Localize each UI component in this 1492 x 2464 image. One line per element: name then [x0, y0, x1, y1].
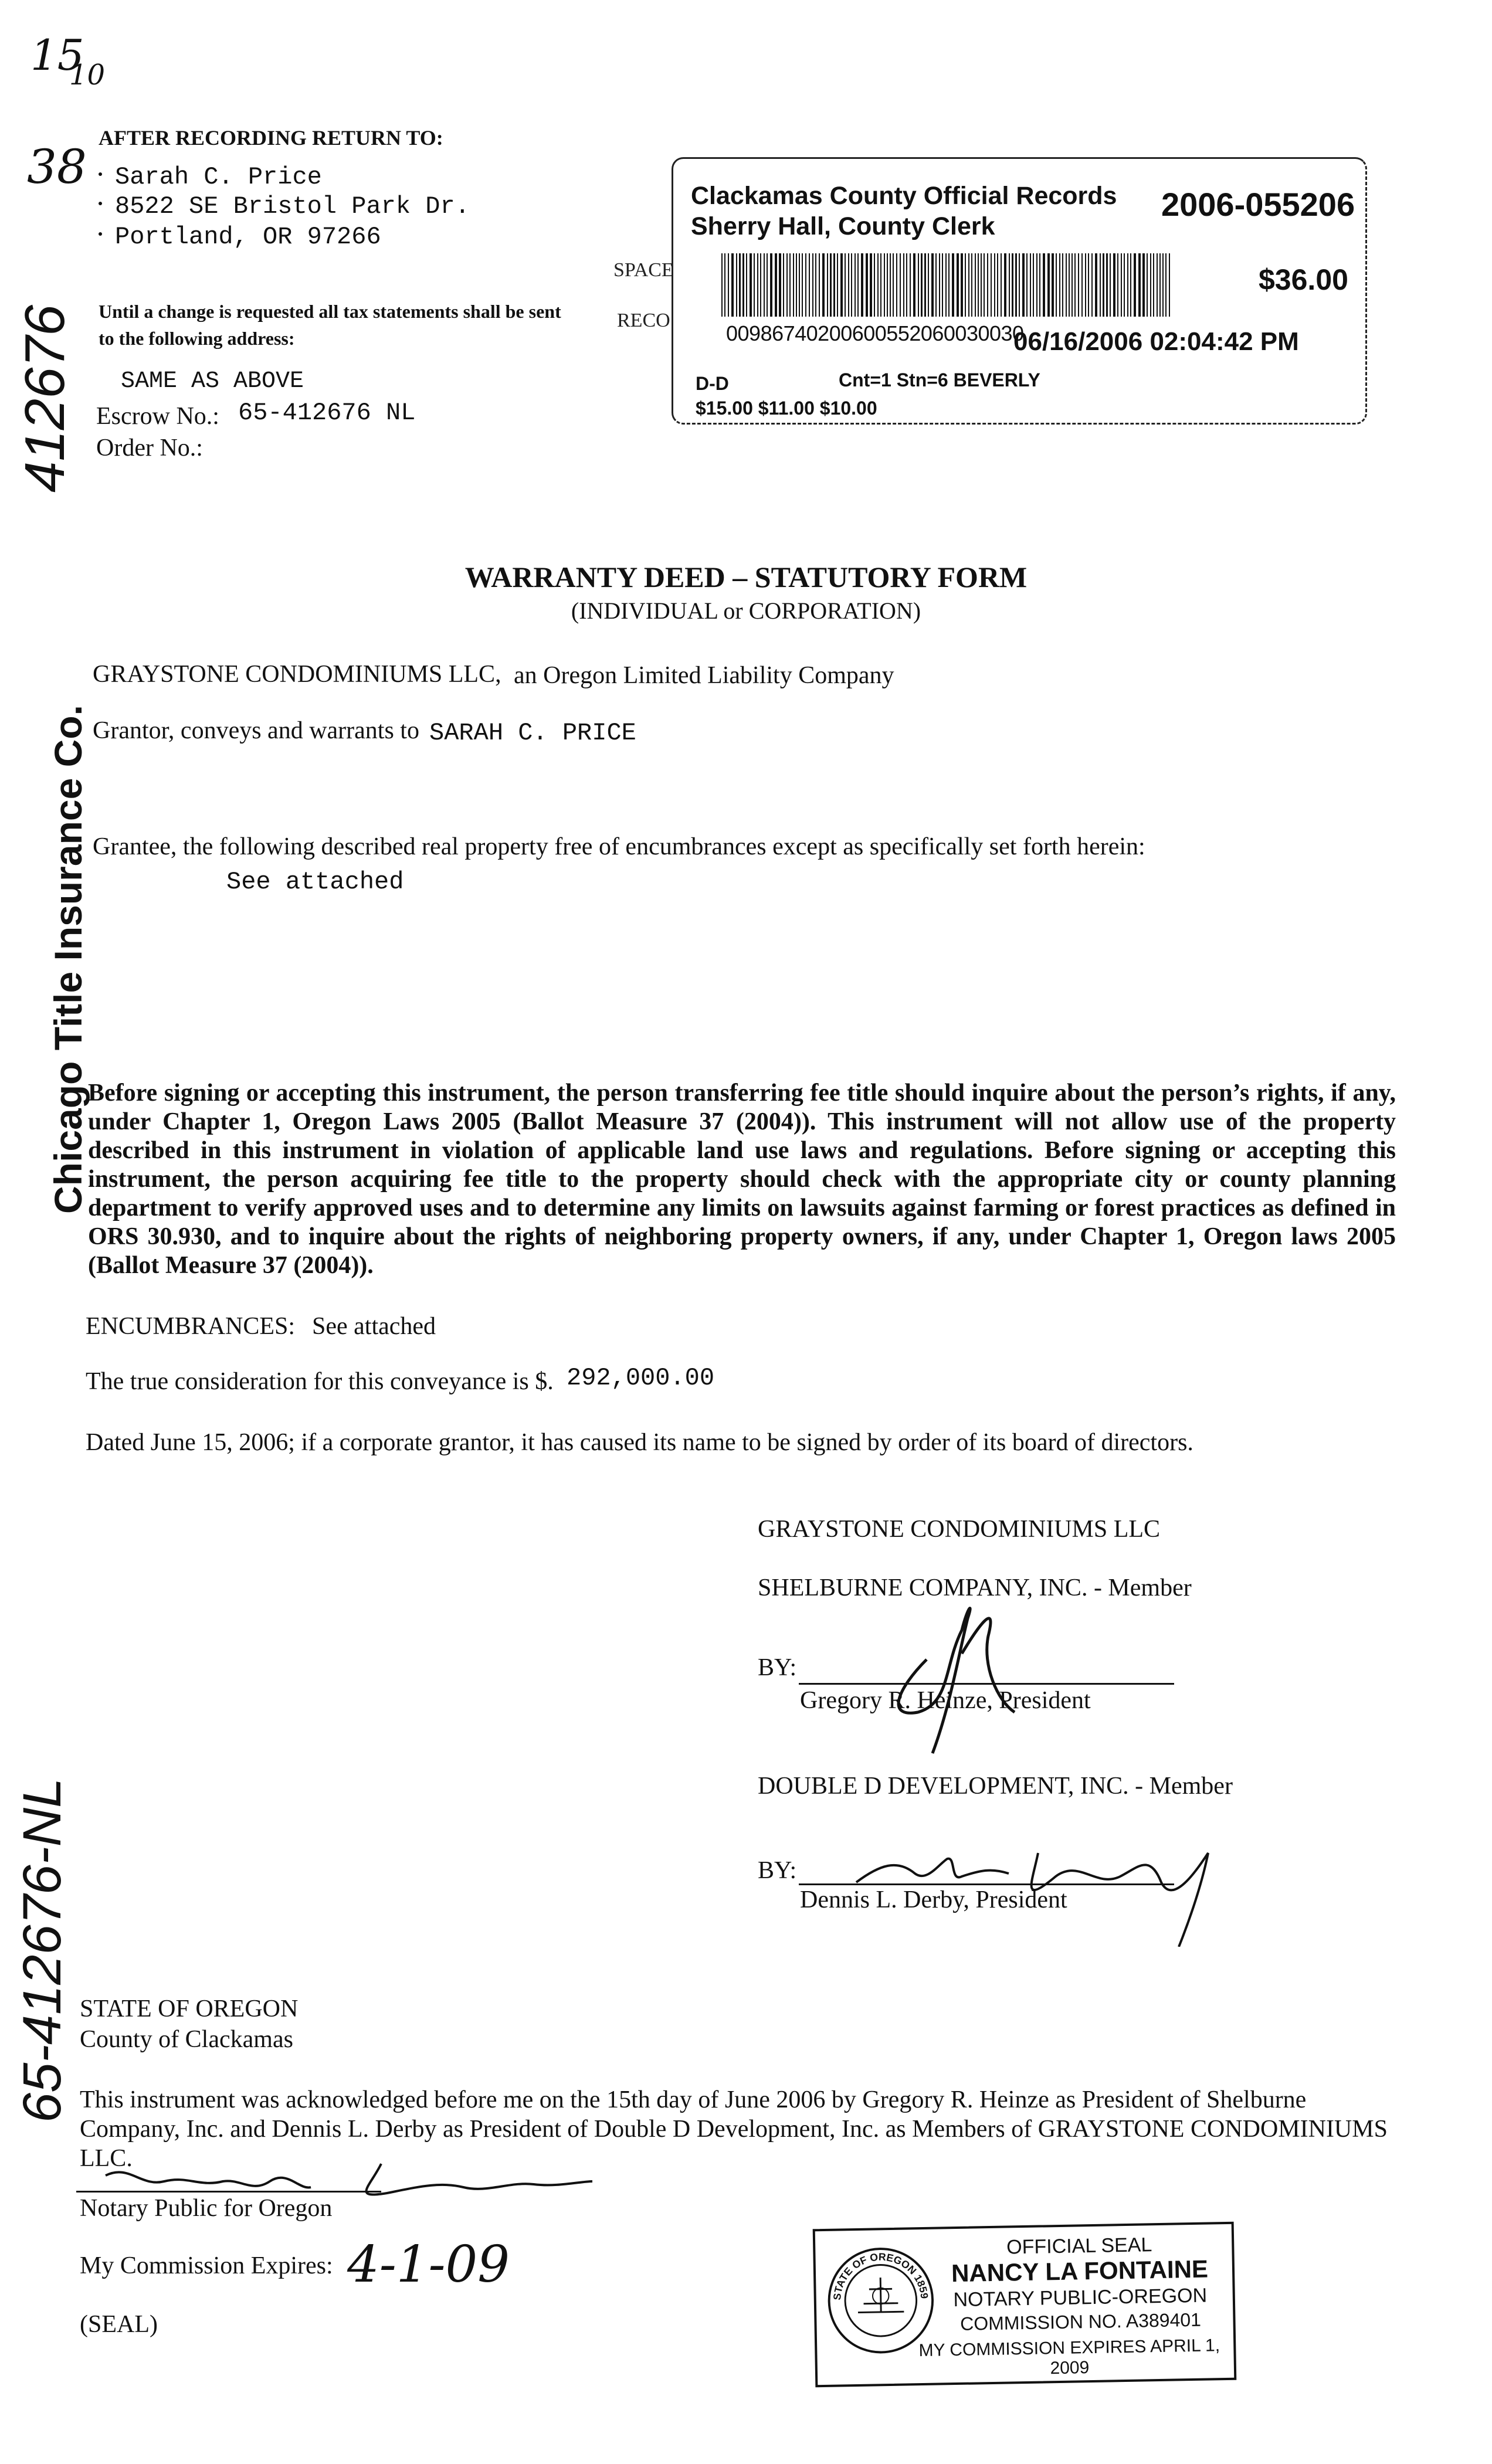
signature-mark-1 — [862, 1583, 1038, 1759]
barcode-bar — [848, 253, 849, 317]
stamp-barcode-digits: 00986740200600552060030030 — [726, 321, 1024, 345]
grantor-entity: an Oregon Limited Liability Company — [514, 662, 894, 689]
barcode-bar — [939, 253, 940, 317]
reco-label: RECO — [617, 310, 670, 331]
barcode-bar — [945, 253, 947, 317]
barcode-bar — [809, 253, 810, 317]
barcode-bar — [812, 253, 813, 317]
barcode-bar — [928, 253, 929, 317]
barcode-bar — [965, 253, 966, 317]
tax-address: SAME AS ABOVE — [121, 368, 304, 395]
barcode-bar — [1106, 253, 1108, 317]
barcode-bar — [913, 253, 915, 317]
barcode-bar — [1059, 253, 1060, 317]
barcode-bar — [1130, 253, 1131, 317]
grantee-name: SARAH C. PRICE — [429, 719, 636, 747]
barcode-bar — [1012, 253, 1013, 317]
notary-county: County of Clackamas — [80, 2026, 293, 2053]
dated-statement: Dated June 15, 2006; if a corporate grantor, it has caused its name to be signed by order of its board of directors. — [86, 1429, 1193, 1456]
notary-public-label: Notary Public for Oregon — [80, 2195, 333, 2222]
barcode-bar — [961, 253, 963, 317]
barcode-bar — [1062, 253, 1063, 317]
space-label: SPACE — [613, 259, 674, 281]
barcode-bar — [1121, 253, 1122, 317]
consideration-label: The true consideration for this conveyance is $. — [86, 1368, 554, 1395]
barcode-bar — [903, 253, 904, 317]
seal-notary-name: NANCY LA FONTAINE — [951, 2255, 1209, 2287]
barcode-bar — [1081, 253, 1083, 317]
conveys-text: Grantor, conveys and warrants to — [93, 717, 419, 744]
barcode-bar — [854, 253, 856, 317]
barcode-bar — [866, 253, 868, 317]
return-name: Sarah C. Price — [115, 163, 322, 191]
barcode-bar — [1153, 253, 1154, 317]
barcode-bar — [736, 253, 737, 317]
ballot-measure-notice: Before signing or accepting this instrument, the person transferring fee title should inquire about the person’s rights, if any, under Chapter 1, Oregon Laws 2005 (Ballot Measure 37 (2004)). This instrument will not allow use of the property described in this instrument in violation of applicable land use laws and regulations. Before signing or accepting this instrument, the person acquiring fee title to the property should check with the appropriate city or county planning department to verify approved uses and to determine any limits on lawsuits against farming or forest practices as defined in ORS 30.930, and to inquire about the rights of neighboring property owners, if any, under Chapter 1, Oregon laws 2005 (Ballot Measure 37 (2004)). — [88, 1080, 1396, 1279]
grantor-name: GRAYSTONE CONDOMINIUMS LLC, — [93, 661, 501, 688]
stamp-fee-breakdown: $15.00 $11.00 $10.00 — [696, 398, 877, 419]
barcode-bar — [1047, 253, 1050, 317]
stamp-doc-type: D-D — [696, 373, 729, 394]
barcode-bar — [1165, 253, 1167, 317]
barcode-bar — [1015, 253, 1017, 317]
commission-label: My Commission Expires: — [80, 2252, 333, 2279]
barcode-bar — [1085, 253, 1086, 317]
barcode-bar — [1134, 253, 1136, 317]
barcode-bar — [1159, 253, 1161, 317]
barcode-bar — [786, 253, 788, 317]
barcode-bar — [802, 253, 803, 317]
barcode-bar — [931, 253, 934, 317]
barcode-bar — [910, 253, 911, 317]
barcode-bar — [840, 253, 843, 317]
barcode-bar — [1056, 253, 1057, 317]
barcode-bar — [952, 253, 954, 317]
bullet-dot-2 — [99, 202, 102, 205]
by-label-1: BY: — [758, 1654, 797, 1681]
barcode-bar — [918, 253, 919, 317]
barcode-bar — [975, 253, 976, 317]
barcode-bar — [819, 253, 820, 317]
barcode-bar — [1091, 253, 1093, 317]
barcode-bar — [1066, 253, 1067, 317]
signature-member-2: DOUBLE D DEVELOPMENT, INC. - Member — [758, 1773, 1233, 1800]
barcode-bar — [1110, 253, 1111, 317]
stamp-fee: $36.00 — [1259, 263, 1348, 296]
barcode-bar — [981, 253, 982, 317]
barcode-bar — [1088, 253, 1089, 317]
margin-note-vertical-2: 65-412676-NL — [12, 1777, 72, 2123]
return-street: 8522 SE Bristol Park Dr. — [115, 192, 470, 220]
barcode-bar — [830, 253, 832, 317]
stamp-office: Clackamas County Official Records — [691, 182, 1117, 210]
barcode-bar — [1026, 253, 1028, 317]
side-company-name: Chicago Title Insurance Co. — [46, 705, 90, 1214]
barcode-bar — [900, 253, 901, 317]
notary-state: STATE OF OREGON — [80, 1995, 299, 2022]
barcode-bar — [746, 253, 747, 317]
barcode-bar — [921, 253, 923, 317]
barcode-bar — [799, 253, 800, 317]
document-subtitle: (INDIVIDUAL or CORPORATION) — [571, 598, 921, 624]
property-description: See attached — [226, 868, 404, 896]
commission-date: 4-1-09 — [347, 2235, 510, 2294]
barcode-bar — [779, 253, 781, 317]
barcode-bar — [1113, 253, 1115, 317]
barcode-bar — [845, 253, 846, 317]
barcode-bar — [739, 253, 741, 317]
barcode-bar — [896, 253, 897, 317]
escrow-number: 65-412676 NL — [238, 399, 416, 427]
signer-2: Dennis L. Derby, President — [800, 1886, 1067, 1913]
barcode-bar — [728, 253, 729, 317]
barcode-bar — [857, 253, 859, 317]
barcode-bar — [754, 253, 755, 317]
barcode-bar — [833, 253, 835, 317]
barcode-bar — [984, 253, 985, 317]
document-title: WARRANTY DEED – STATUTORY FORM — [464, 561, 1028, 593]
barcode-bar — [948, 253, 950, 317]
barcode-bar — [767, 253, 768, 317]
barcode-bar — [724, 253, 725, 317]
barcode-bar — [874, 253, 875, 317]
barcode-bar — [1069, 253, 1070, 317]
barcode-bar — [971, 253, 972, 317]
barcode-bar — [884, 253, 885, 317]
seal-label: (SEAL) — [80, 2311, 158, 2338]
barcode-bar — [783, 253, 784, 317]
barcode-bar — [1036, 253, 1037, 317]
signature-mark-2 — [845, 1818, 1220, 1947]
seal-commission-expires: MY COMMISSION EXPIRES APRIL 1, 2009 — [918, 2336, 1220, 2378]
barcode-bar — [1095, 253, 1097, 317]
barcode-bar — [822, 253, 825, 317]
barcode-bar — [1162, 253, 1164, 317]
barcode-bar — [731, 253, 734, 317]
order-label: Order No.: — [96, 435, 203, 461]
bullet-dot-1 — [99, 172, 102, 176]
tax-statement-note: Until a change is requested all tax statements shall be sent to the following address: — [99, 301, 561, 349]
barcode-bar — [805, 253, 806, 317]
barcode-bar — [742, 253, 744, 317]
barcode-bar — [1019, 253, 1020, 317]
barcode-bar — [1009, 253, 1010, 317]
signature-company: GRAYSTONE CONDOMINIUMS LLC — [758, 1516, 1161, 1543]
stamp-counts: Cnt=1 Stn=6 BEVERLY — [839, 369, 1040, 391]
barcode-bar — [793, 253, 794, 317]
consideration-amount: 292,000.00 — [567, 1364, 715, 1392]
barcode-bar — [1157, 253, 1158, 317]
stamp-clerk: Sherry Hall, County Clerk — [691, 212, 995, 240]
margin-note-10: 10 — [69, 59, 106, 91]
barcode-bar — [1030, 253, 1031, 317]
signer-1: Gregory R. Heinze, President — [800, 1687, 1091, 1714]
seal-notary-title: NOTARY PUBLIC-OREGON — [953, 2284, 1208, 2312]
barcode-bar — [1004, 253, 1006, 317]
barcode-bar — [1033, 253, 1034, 317]
barcode-bar — [997, 253, 998, 317]
signature-member-1: SHELBURNE COMPANY, INC. - Member — [758, 1574, 1192, 1601]
margin-note-38: 38 — [27, 140, 87, 194]
barcode-bar — [924, 253, 926, 317]
barcode-bar — [1078, 253, 1079, 317]
barcode-bar — [760, 253, 761, 317]
barcode-bar — [770, 253, 772, 317]
official-seal — [813, 2222, 1237, 2387]
property-intro: Grantee, the following described real property free of encumbrances except as specifically set forth herein: — [93, 833, 1145, 860]
barcode-bar — [1043, 253, 1045, 317]
encumbrances-label: ENCUMBRANCES: — [86, 1313, 296, 1340]
margin-note-vertical-1: 412676 — [13, 304, 76, 493]
by-label-2: BY: — [758, 1857, 797, 1884]
barcode-bar — [1124, 253, 1125, 317]
barcode-bar — [1052, 253, 1054, 317]
barcode-bar — [1074, 253, 1076, 317]
notary-signature-line — [76, 2191, 381, 2193]
barcode-bar — [890, 253, 891, 317]
barcode-bar — [877, 253, 879, 317]
barcode-bar — [1127, 253, 1128, 317]
barcode-bar — [815, 253, 816, 317]
barcode-bar — [906, 253, 907, 317]
margin-note-15: 15 — [30, 30, 84, 80]
barcode-bar — [987, 253, 988, 317]
barcode-bar — [861, 253, 863, 317]
barcode-bar — [1039, 253, 1040, 317]
barcode-bar — [1001, 253, 1002, 317]
barcode-bar — [942, 253, 943, 317]
notary-acknowledgment: This instrument was acknowledged before me on the 15th day of June 2006 by Gregory R. Heinze as President of Shelburne Company, Inc. and Dennis L. Derby as President of Double D Development, Inc. as Members of GRAYSTONE CONDOMINIUMS LLC. — [80, 2086, 1388, 2172]
barcode-bar — [1169, 253, 1170, 317]
barcode-bar — [1103, 253, 1104, 317]
barcode-bar — [827, 253, 828, 317]
barcode-bar — [880, 253, 881, 317]
barcode-bar — [1142, 253, 1145, 317]
barcode-bar — [775, 253, 777, 317]
barcode-bar — [764, 253, 765, 317]
bullet-dot-3 — [99, 232, 102, 236]
barcode-bar — [750, 253, 752, 317]
barcode-bar — [1117, 253, 1118, 317]
barcode-bar — [1071, 253, 1073, 317]
stamp-record-number: 2006-055206 — [1161, 186, 1355, 223]
return-city: Portland, OR 97266 — [115, 223, 381, 251]
seal-emblem-text: STATE OF OREGON 1859 — [831, 2251, 931, 2301]
barcode-bar — [1150, 253, 1151, 317]
barcode-bar — [994, 253, 995, 317]
barcode-bar — [935, 253, 937, 317]
barcode-bar — [789, 253, 791, 317]
escrow-label: Escrow No.: — [96, 403, 219, 430]
barcode-bar — [1147, 253, 1148, 317]
stamp-datetime: 06/16/2006 02:04:42 PM — [1013, 327, 1299, 356]
barcode-bar — [837, 253, 838, 317]
barcode-bar — [991, 253, 992, 317]
seal-commission-number: COMMISSION NO. A389401 — [959, 2309, 1202, 2334]
barcode-bar — [957, 253, 959, 317]
barcode-bar — [968, 253, 969, 317]
barcode-icon — [721, 253, 1173, 317]
barcode-bar — [870, 253, 872, 317]
barcode-bar — [1100, 253, 1101, 317]
barcode-bar — [796, 253, 797, 317]
barcode-bar — [893, 253, 894, 317]
barcode-bar — [978, 253, 979, 317]
return-heading: AFTER RECORDING RETURN TO: — [99, 126, 443, 150]
barcode-bar — [1138, 253, 1141, 317]
barcode-bar — [757, 253, 758, 317]
seal-heading: OFFICIAL SEAL — [1006, 2234, 1152, 2259]
encumbrances-value: See attached — [312, 1313, 436, 1340]
barcode-bar — [887, 253, 888, 317]
barcode-bar — [851, 253, 852, 317]
barcode-bar — [1022, 253, 1025, 317]
barcode-bar — [721, 253, 723, 317]
